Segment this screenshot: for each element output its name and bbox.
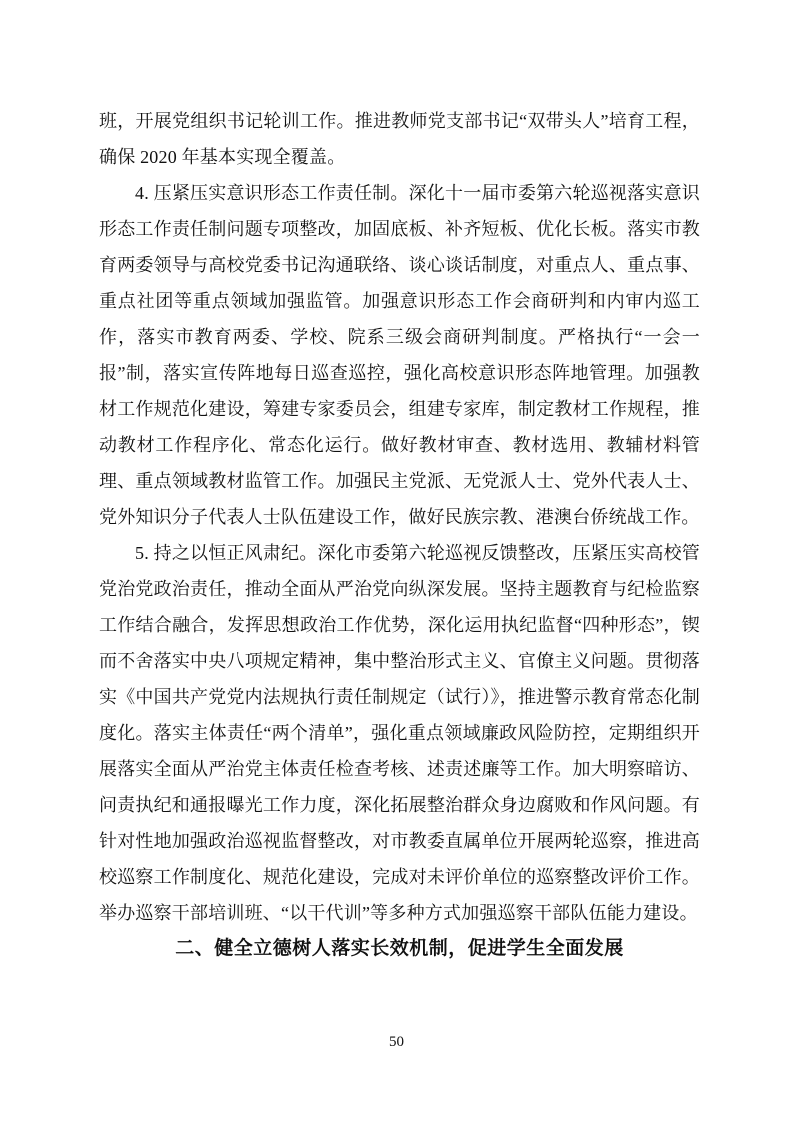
numbered-paragraph-4: 4. 压紧压实意识形态工作责任制。深化十一届市委第六轮巡视落实意识形态工作责任制问题专项整改，加固底板、补齐短板、优化长板。落实市教育两委领导与高校党委书记沟通联络、谈心谈话制度，对重点人、重点事、重点社团等重点领域加强监管。加强意识形态工作会商研判和内审内巡工作，落实市教育两委、学校、院系三级会商研判制度。严格执行“一会一报”制，落实宣传阵地每日巡查巡控，强化高校意识形态阵地管理。加强教材工作规范化建设，筹建专家委员会，组建专家库，制定教材工作规程，推动教材工作程序化、常态化运行。做好教材审查、教材选用、教辅材料管理、重点领域教材监管工作。加强民主党派、无党派人士、党外代表人士、党外知识分子代表人士队伍建设工作，做好民族宗教、港澳台侨统战工作。 <box>99 183 700 527</box>
numbered-paragraph-5: 5. 持之以恒正风肃纪。深化市委第六轮巡视反馈整改，压紧压实高校管党治党政治责任，推动全面从严治党向纵深发展。坚持主题教育与纪检监察工作结合融合，发挥思想政治工作优势，深化运用执纪监督“四种形态”，锲而不舍落实中央八项规定精神，集中整治形式主义、官僚主义问题。贯彻落实《中国共产党党内法规执行责任制规定（试行）》，推进警示教育常态化制度化。落实主体责任“两个清单”，强化重点领域廉政风险防控，定期组织开展落实全面从严治党主体责任检查考核、述责述廉等工作。加大明察暗访、问责执纪和通报曝光工作力度，深化拓展整治群众身边腐败和作风问题。有针对性地加强政治巡视监督整改，对市教委直属单位开展两轮巡察，推进高校巡察工作制度化、规范化建设，完成对未评价单位的巡察整改评价工作。举办巡察干部培训班、“以干代训”等多种方式加强巡察干部队伍能力建设。 <box>99 543 700 923</box>
page-number: 50 <box>389 1034 404 1050</box>
continuation-paragraph: 班，开展党组织书记轮训工作。推进教师党支部书记“双带头人”培育工程，确保 2020 年基本实现全覆盖。 <box>99 111 700 167</box>
section-heading: 二、健全立德树人落实长效机制，促进学生全面发展 <box>175 938 624 959</box>
page-content <box>99 103 700 967</box>
